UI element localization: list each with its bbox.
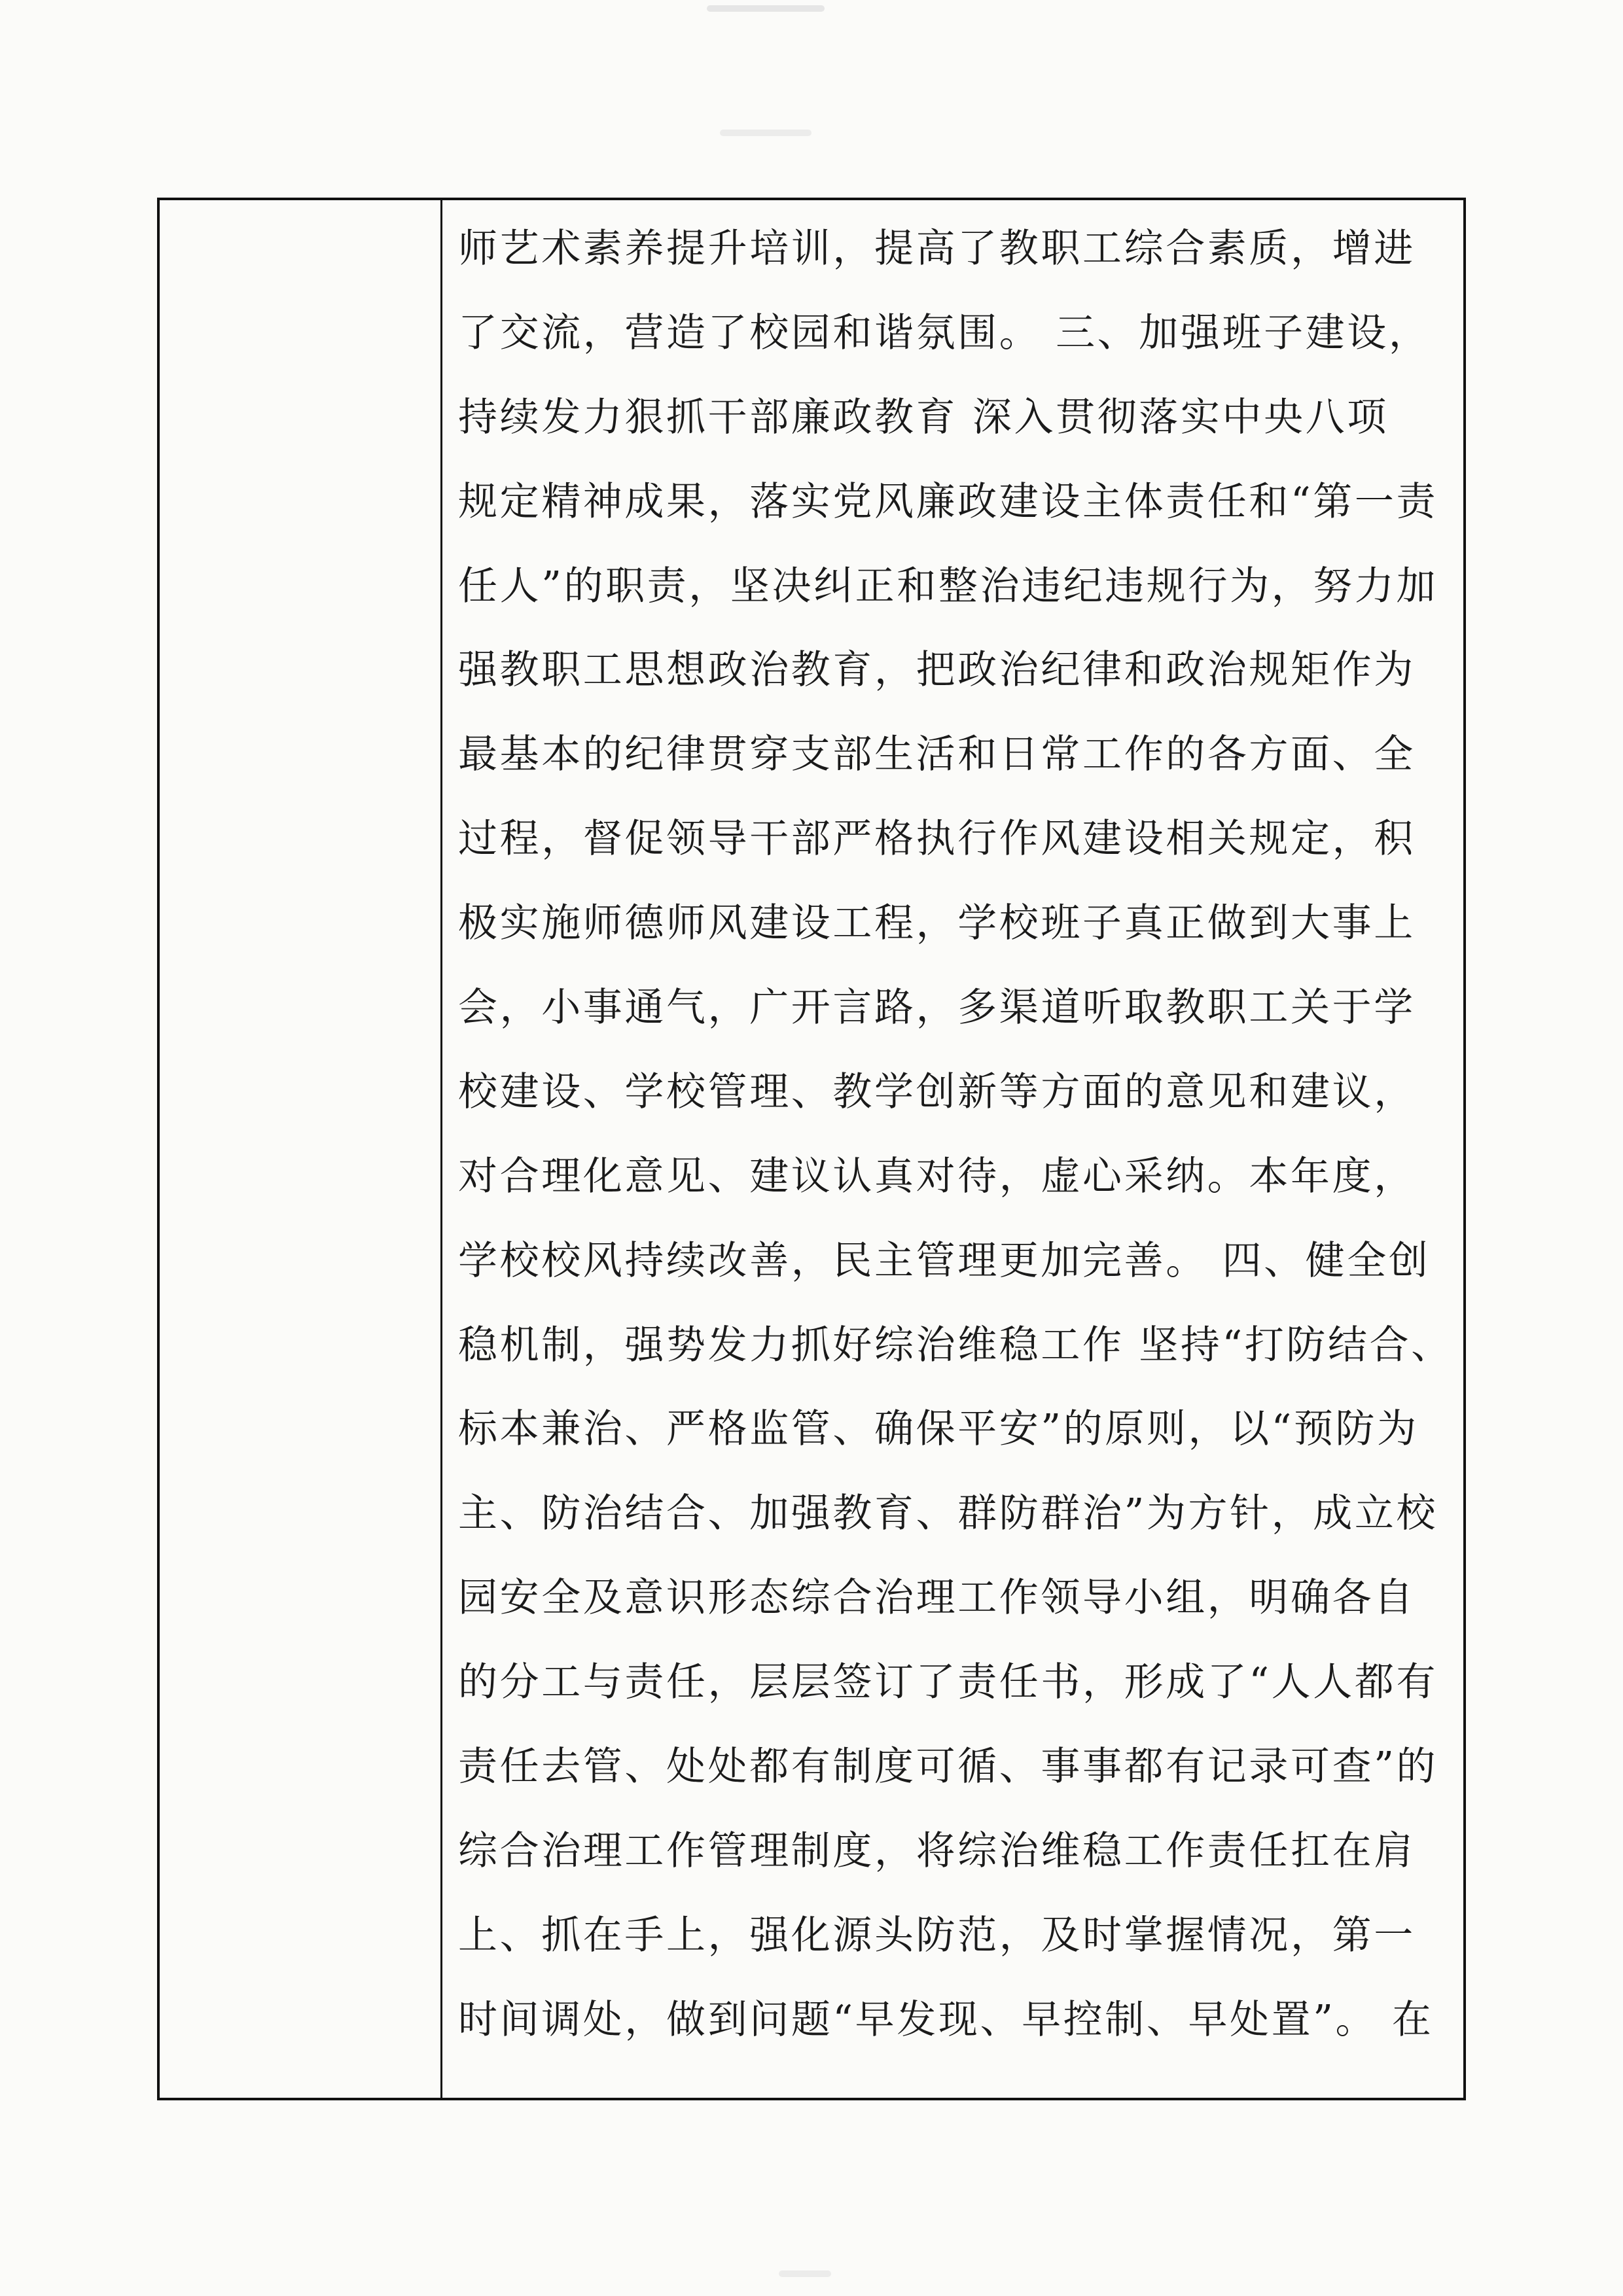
text-line: 持续发力狠抓干部廉政教育 深入贯彻落实中央八项 (458, 394, 1389, 440)
report-table (157, 198, 1466, 2100)
text-line: 会，小事通气，广开言路，多渠道听取教职工关于学 (458, 985, 1416, 1031)
text-line: 校建设、学校管理、教学创新等方面的意见和建议， (458, 1069, 1416, 1115)
text-line: 了交流，营造了校园和谐氛围。 三、加强班子建设， (458, 309, 1431, 356)
text-line: 极实施师德师风建设工程，学校班子真正做到大事上 (458, 900, 1416, 947)
text-line: 规定精神成果，落实党风廉政建设主体责任和“第一责 (458, 478, 1438, 525)
text-line: 对合理化意见、建议认真对待，虚心采纳。本年度， (458, 1153, 1416, 1199)
text-line: 园安全及意识形态综合治理工作领导小组，明确各自 (458, 1575, 1416, 1621)
scan-artifact-header (720, 130, 812, 136)
text-line: 时间调处，做到问题“早发现、早控制、早处置”。 在 (458, 1996, 1434, 2043)
text-line: 任人”的职责，坚决纠正和整治违纪违规行为，努力加 (458, 563, 1438, 609)
text-line: 强教职工思想政治教育，把政治纪律和政治规矩作为 (458, 647, 1416, 694)
table-label-column (160, 200, 442, 2098)
text-line: 最基本的纪律贯穿支部生活和日常工作的各方面、全 (458, 732, 1416, 778)
text-line: 综合治理工作管理制度，将综治维稳工作责任扛在肩 (458, 1828, 1416, 1874)
text-line: 师艺术素养提升培训，提高了教职工综合素质，增进 (458, 226, 1416, 272)
text-line: 的分工与责任，层层签订了责任书，形成了“人人都有 (458, 1659, 1438, 1706)
text-line: 过程，督促领导干部严格执行作风建设相关规定，积 (458, 816, 1416, 862)
text-line: 标本兼治、严格监管、确保平安”的原则，以“预防为 (458, 1406, 1419, 1453)
text-line: 主、防治结合、加强教育、群防群治”为方针，成立校 (458, 1491, 1438, 1537)
text-line: 学校校风持续改善，民主管理更加完善。 四、健全创 (458, 1237, 1431, 1284)
text-line: 稳机制，强势发力抓好综治维稳工作 坚持“打防结合、 (458, 1322, 1453, 1368)
text-line: 上、抓在手上，强化源头防范，及时掌握情况，第一 (458, 1912, 1416, 1958)
text-line: 责任去管、处处都有制度可循、事事都有记录可查”的 (458, 1744, 1438, 1790)
scan-artifact-top (707, 5, 825, 12)
scan-artifact-bottom (779, 2270, 831, 2277)
table-content-column (442, 200, 1463, 2098)
